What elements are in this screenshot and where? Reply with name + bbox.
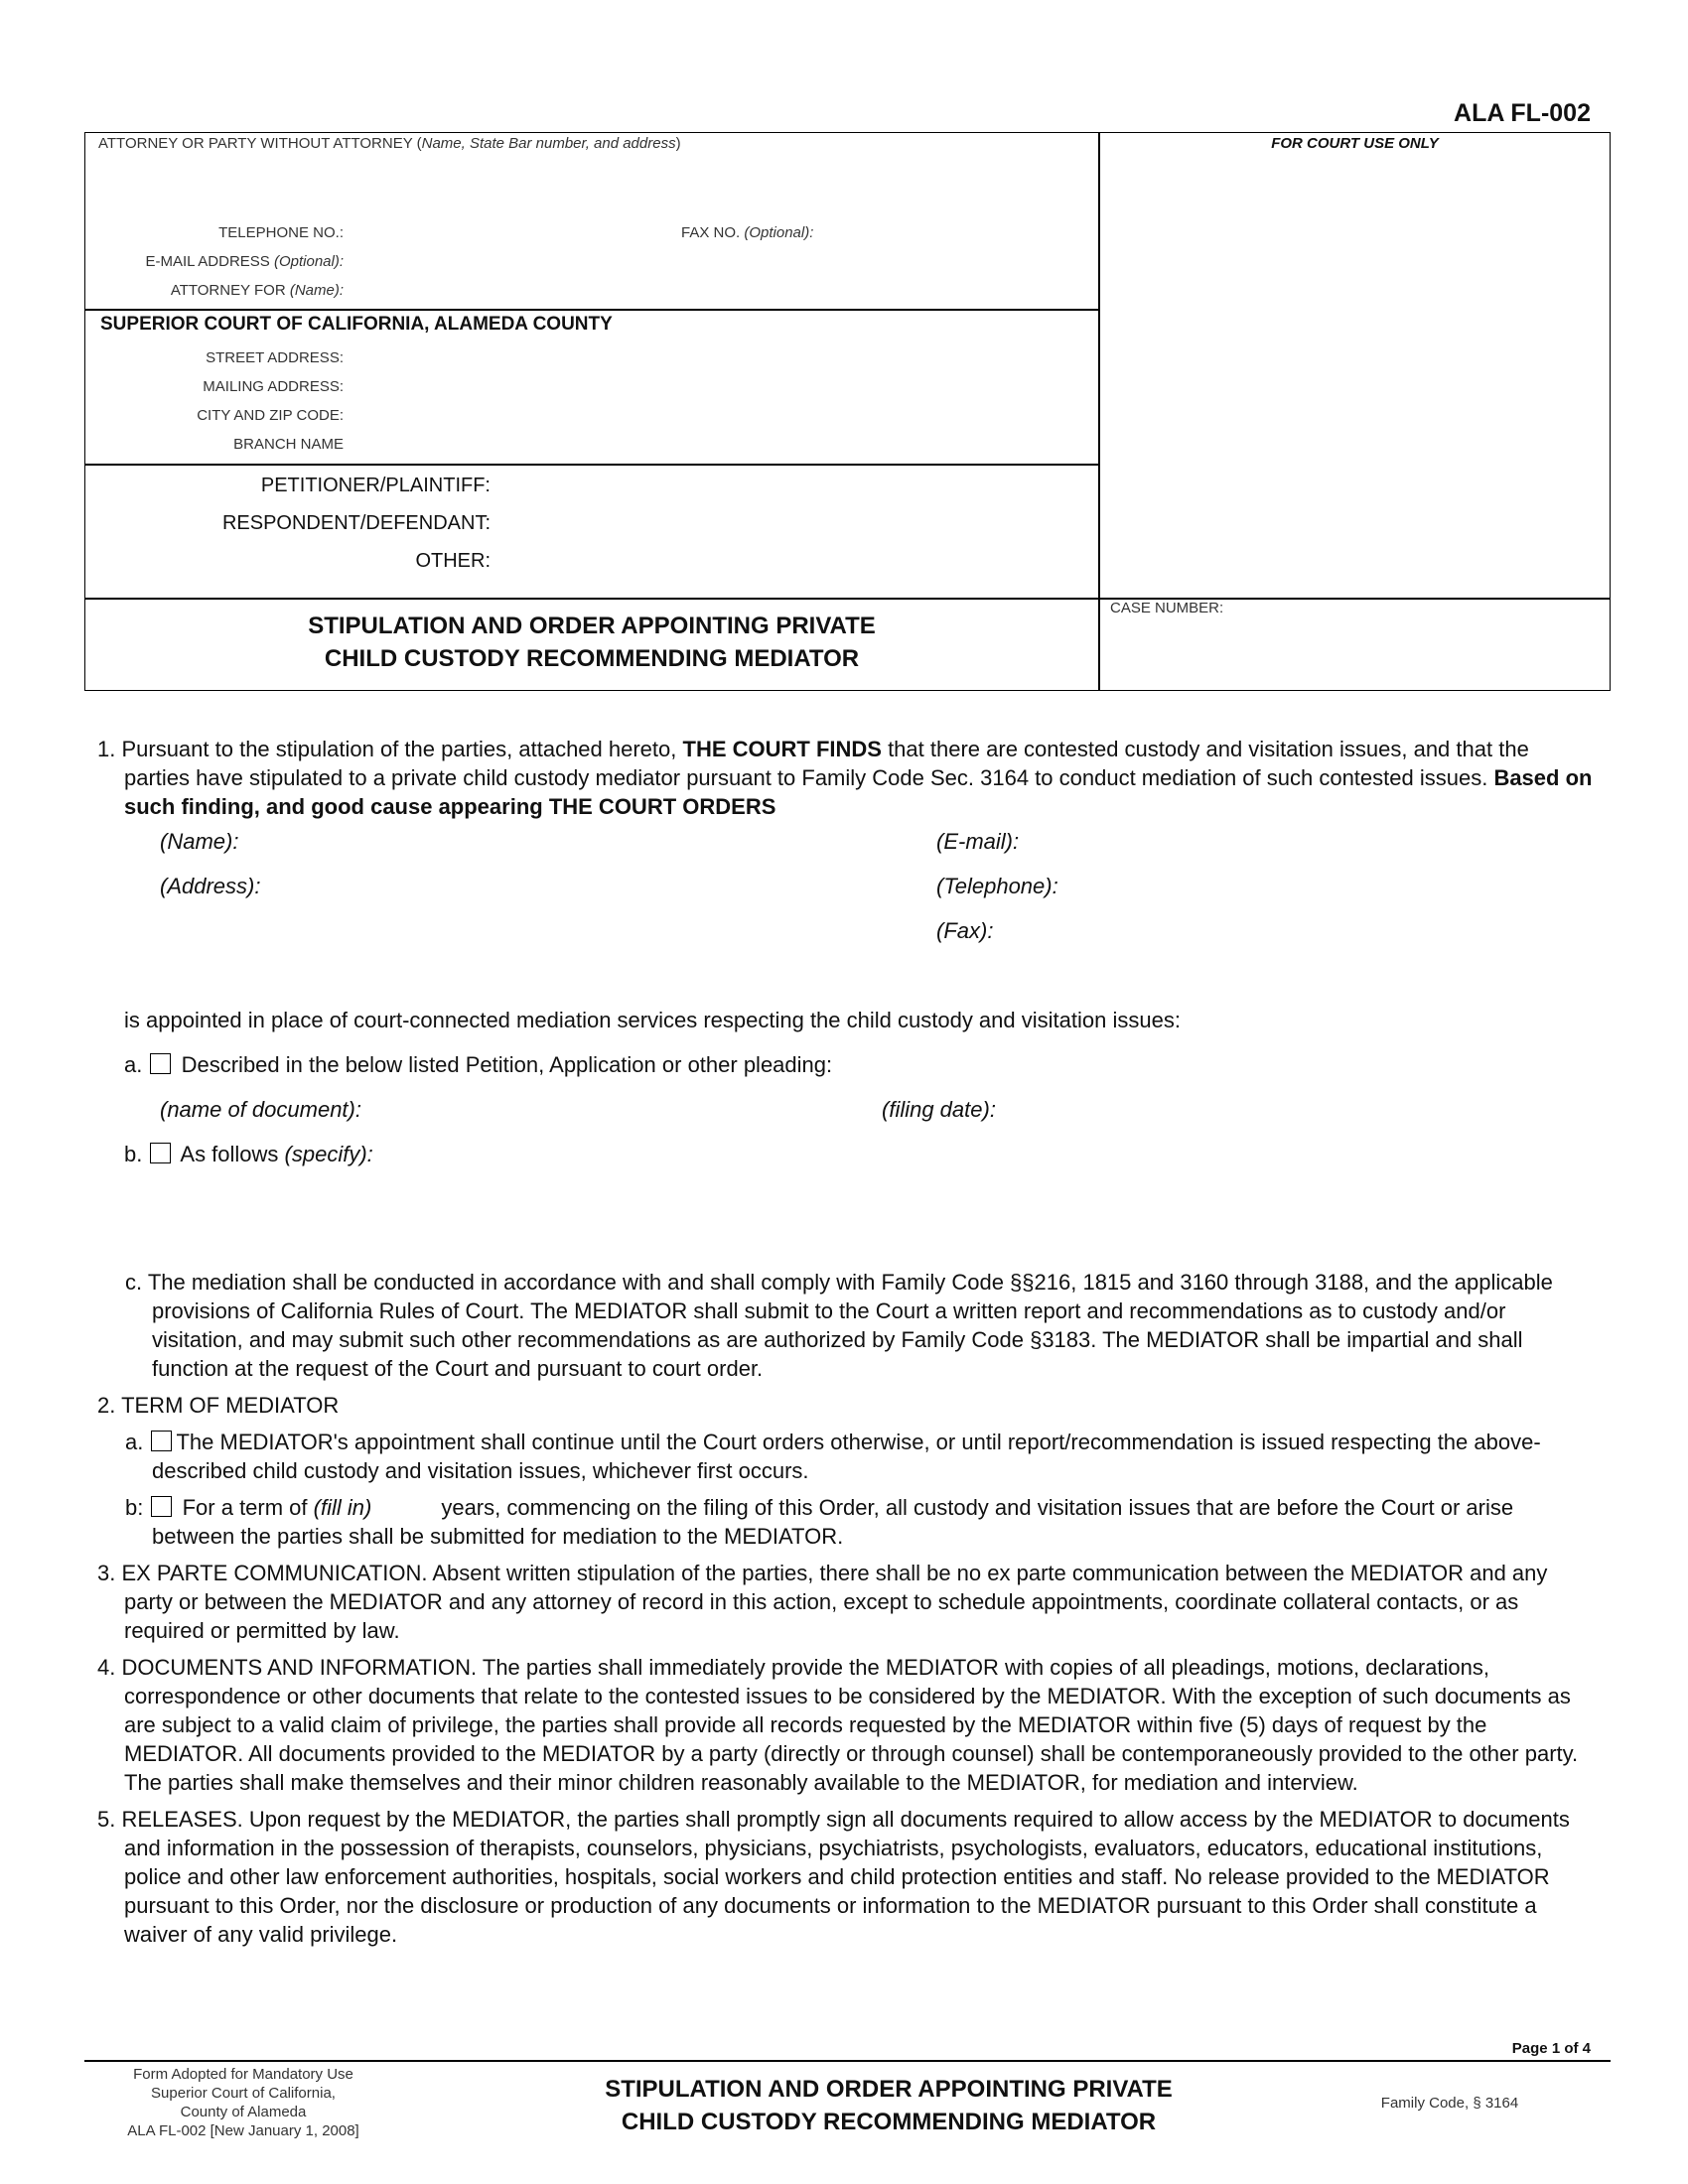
attorney-for-label: ATTORNEY FOR (Name): bbox=[170, 282, 344, 299]
form-body bbox=[97, 735, 1597, 1949]
mediator-fax-label: (Fax): bbox=[936, 918, 994, 943]
page-number: Page 1 of 4 bbox=[1511, 2040, 1591, 2057]
section-4: 4. DOCUMENTS AND INFORMATION. The parties shall immediately provide the MEDIATOR with copies of all pleadings, motions, declarations, correspondence or other documents that relate to the contested issues to be considered by the MEDIATOR. With the exception of such documents as are subject to a valid claim of privilege, the parties shall provide all records requested by the MEDIATOR within five (5) days of request by the MEDIATOR. All documents provided to the MEDIATOR by a party (directly or through counsel) shall be contemporaneously provided to the other party. The parties shall make themselves and their minor children reasonably available to the MEDIATOR, for mediation and interview. bbox=[97, 1655, 1579, 1795]
other-label: OTHER: bbox=[415, 550, 491, 572]
option-1a: a. Described in the below listed Petition, Application or other pleading: bbox=[124, 1052, 833, 1077]
section-2-heading: 2. TERM OF MEDIATOR bbox=[97, 1393, 340, 1418]
branch-name-label: BRANCH NAME bbox=[233, 436, 344, 453]
footer-adopted: Form Adopted for Mandatory Use Superior Court of California, County of Alameda ALA FL-002 [New January 1, 2008] bbox=[127, 2066, 359, 2139]
footer-code: Family Code, § 3164 bbox=[1380, 2095, 1519, 2112]
section-3: 3. EX PARTE COMMUNICATION. Absent written stipulation of the parties, there shall be no ex parte communication between the MEDIATOR and any party or between the MEDIATOR and any attorney of record in this action, except to schedule appointments, coordinate collateral contacts, or as required or permitted by law. bbox=[97, 1561, 1548, 1643]
court-name: SUPERIOR COURT OF CALIFORNIA, ALAMEDA COUNTY bbox=[100, 314, 613, 335]
petitioner-label: PETITIONER/PLAINTIFF: bbox=[260, 475, 491, 496]
mediator-address-label: (Address): bbox=[160, 874, 261, 898]
option-2b: b: For a term of (fill in) years, commencing on the filing of this Order, all custody and visitation issues that are before the Court or arise between the parties shall be submitted for mediation to the MEDIATOR. bbox=[125, 1495, 1514, 1549]
appointed-text: is appointed in place of court-connected mediation services respecting the child custody and visitation issues: bbox=[124, 1008, 1181, 1032]
city-zip-label: CITY AND ZIP CODE: bbox=[197, 407, 344, 424]
mediator-name-label: (Name): bbox=[160, 829, 239, 854]
telephone-label: TELEPHONE NO.: bbox=[218, 224, 344, 241]
form-number: ALA FL-002 bbox=[1454, 99, 1591, 127]
checkbox-1a[interactable] bbox=[150, 1053, 171, 1074]
document-name-label: (name of document): bbox=[160, 1097, 361, 1122]
option-2a: a. The MEDIATOR's appointment shall continue until the Court orders otherwise, or until report/recommendation is issued respecting the above-described child custody and visitation issues, whichever first occurs. bbox=[125, 1430, 1541, 1483]
attorney-label: ATTORNEY OR PARTY WITHOUT ATTORNEY (Name, State Bar number, and address) bbox=[98, 135, 681, 152]
caption-divider bbox=[1098, 133, 1100, 690]
respondent-label: RESPONDENT/DEFENDANT: bbox=[221, 512, 491, 534]
checkbox-2b[interactable] bbox=[151, 1496, 172, 1517]
checkbox-2a[interactable] bbox=[151, 1431, 172, 1451]
fax-label: FAX NO. (Optional): bbox=[681, 224, 814, 241]
street-address-label: STREET ADDRESS: bbox=[206, 349, 344, 366]
case-number-label: CASE NUMBER: bbox=[1110, 600, 1224, 616]
mailing-address-label: MAILING ADDRESS: bbox=[203, 378, 344, 395]
email-label: E-MAIL ADDRESS (Optional): bbox=[145, 253, 344, 270]
footer-rule bbox=[84, 2060, 1611, 2062]
mediator-email-label: (E-mail): bbox=[936, 829, 1020, 854]
section-1: 1. Pursuant to the stipulation of the parties, attached hereto, THE COURT FINDS that there are contested custody and visitation issues, and that the parties have stipulated to a private child custody mediator pursuant to Family Code Sec. 3164 to conduct mediation of such contested issues. Based on such finding, and good cause appearing THE COURT ORDERS bbox=[97, 737, 1593, 819]
mediator-telephone-label: (Telephone): bbox=[936, 874, 1058, 898]
checkbox-1b[interactable] bbox=[150, 1143, 171, 1163]
paragraph-1c: c. The mediation shall be conducted in accordance with and shall comply with Family Code §§216, 1815 and 3160 through 3188, and the applicable provisions of California Rules of Court. The MEDIATOR shall submit to the Court a written report and recommendations as to custody and/or visitation, and may submit such other recommendations as are authorized by Family Code §3183. The MEDIATOR shall be impartial and shall function at the request of the Court and pursuant to court order. bbox=[125, 1270, 1553, 1381]
caption-title: STIPULATION AND ORDER APPOINTING PRIVATE CHILD CUSTODY RECOMMENDING MEDIATOR bbox=[308, 613, 876, 672]
caption-box bbox=[84, 132, 1611, 691]
footer-title: STIPULATION AND ORDER APPOINTING PRIVATE CHILD CUSTODY RECOMMENDING MEDIATOR bbox=[605, 2076, 1173, 2135]
court-use-label: FOR COURT USE ONLY bbox=[1271, 135, 1439, 152]
section-5: 5. RELEASES. Upon request by the MEDIATOR, the parties shall promptly sign all documents required to allow access by the MEDIATOR to documents and information in the possession of therapists, counselors, physicians, psychiatrists, psychologists, evaluators, educators, educational institutions, police and other law enforcement authorities, hospitals, social workers and child protection entities and staff. No release provided to the MEDIATOR pursuant to this Order, nor the disclosure or production of any documents or information to the MEDIATOR pursuant to this Order shall constitute a waiver of any valid privilege. bbox=[97, 1807, 1570, 1947]
filing-date-label: (filing date): bbox=[882, 1097, 996, 1122]
option-1b: b. As follows (specify): bbox=[124, 1142, 373, 1166]
